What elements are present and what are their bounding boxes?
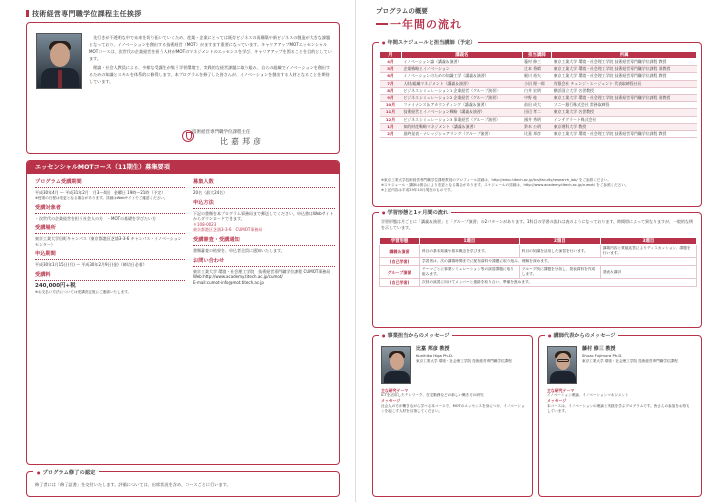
left-header: 技術経営専門職学位課程主任挨拶 bbox=[26, 9, 142, 19]
greeting-text bbox=[89, 34, 333, 87]
schedule-cell: 東京工業大学 環境・社会理工学院 技術経営専門職学位課程 教授 bbox=[552, 73, 697, 80]
message-1-name bbox=[416, 346, 512, 364]
flow-cell: (自己学習) bbox=[380, 279, 420, 287]
schedule-row bbox=[380, 123, 697, 130]
message-2-affiliation: 東京工業大学 環境・社会理工学院 技術経営専門職学位課程 bbox=[582, 359, 678, 363]
signature-title: 技術経営専門職学位課程主任 bbox=[192, 130, 251, 135]
message-2-name-text: 藤村 修三 教授 bbox=[582, 346, 616, 352]
schedule-cell: 前田 成大 bbox=[522, 102, 552, 109]
message-1-theme: ICTを活用したテレワーク、在宅勤務などの新しい働き方の研究 bbox=[381, 393, 484, 398]
period-text: 平成30年4月 ～ 平成31年2月 月3～4回 金曜日 19時～21時（予定） bbox=[35, 190, 166, 195]
right-page bbox=[355, 0, 710, 502]
place-text: 東京工業大学田町キャンパス（東京都港区芝浦3-3-6 キャンパス・イノベーションセンター） bbox=[35, 236, 182, 247]
cond-text: ・次世代の企業経営を担う社会人の方 ・MOTの基礎を学びたい方 bbox=[35, 215, 157, 221]
schedule-cell: 辻本 将晴 bbox=[522, 66, 552, 73]
schedule-cell: 横浜国立大学 名誉教授 bbox=[552, 87, 697, 94]
message-box-1 bbox=[372, 335, 533, 497]
schedule-cell: 國井 秀明 bbox=[522, 116, 552, 123]
schedule-cell: 東京工業大学 環境・社会理工学院 技術経営専門職学位課程 准教授 bbox=[552, 66, 697, 73]
flow-cell: 講義＆演習 bbox=[380, 245, 420, 258]
flow-box bbox=[372, 212, 702, 328]
flow-cell: 講義内容と質疑応答によりディスカッション、課題を行います。 bbox=[600, 245, 696, 258]
signature bbox=[192, 129, 264, 147]
schedule-row bbox=[380, 109, 697, 116]
flow-row bbox=[380, 258, 697, 266]
fee-text: 240,000円+税 bbox=[35, 282, 76, 289]
director-photo bbox=[36, 33, 82, 89]
schedule-cell: 4月 bbox=[380, 59, 402, 66]
flow-col-header: 2週目 bbox=[519, 238, 600, 245]
message-2-name bbox=[582, 346, 678, 364]
flow-intro: 学習形態は月ごとに「講義＆演習」と「グループ演習」の2パターンがあります。1科目の学習の流れは表のようになっております。時間帯によって異なりますが、一般的な例を示しています。 bbox=[381, 219, 694, 230]
schedule-cell: 白井 宏明 bbox=[522, 87, 552, 94]
num-heading: 募集人数 bbox=[193, 179, 335, 188]
message-1-name-text: 比嘉 邦彦 教授 bbox=[416, 346, 450, 352]
message-1-affiliation: 東京工業大学 環境・社会理工学院 技術経営専門職学位課程 bbox=[416, 359, 512, 363]
message-box-2 bbox=[538, 335, 702, 497]
flow-cell: グループ演習 bbox=[380, 266, 420, 279]
schedule-heading: ● 年間スケジュールと担当講師（予定） bbox=[379, 39, 478, 46]
schedule-cell: 田辺 孝二 bbox=[522, 109, 552, 116]
addr-zip: 〒108-0023 bbox=[193, 221, 217, 227]
message-1-theme-heading: 主な研究テーマ bbox=[381, 388, 409, 393]
flow-cell: 科目の知識を活用した演習を行います。 bbox=[519, 245, 600, 258]
flow-cell: (自己学習) bbox=[380, 258, 420, 266]
schedule-row bbox=[380, 80, 697, 87]
fee-note: ※お支払い方法については受講決定後にご連絡いたします。 bbox=[35, 289, 132, 294]
schedule-table bbox=[379, 51, 697, 138]
schedule-cell: 10月 bbox=[380, 102, 402, 109]
schedule-cell: 藤村 修三 bbox=[522, 59, 552, 66]
message-2-msg-heading: メッセージ bbox=[547, 398, 567, 404]
message-2-theme: イノベーション理論、イノベーションマネジメント bbox=[547, 393, 629, 398]
schedule-col-header: 所属 bbox=[552, 52, 697, 59]
flow-cell: グループ別に課題を分担し、発表資料を作成します。 bbox=[519, 266, 600, 279]
schedule-col-header: 担当講師 bbox=[522, 52, 552, 59]
flow-row bbox=[380, 245, 697, 258]
message-1-name-en: Kunihiko Higa Ph.D. bbox=[416, 352, 454, 358]
schedule-cell: 小田 理一郎 bbox=[522, 80, 552, 87]
right-title: 一年間の流れ bbox=[376, 16, 462, 32]
schedule-box bbox=[372, 42, 702, 207]
flow-col-header: 1週目 bbox=[420, 238, 520, 245]
schedule-cell: 中野 桂 bbox=[522, 94, 552, 101]
schedule-cell: 2月 bbox=[380, 130, 402, 137]
contact-mail[interactable]: E-mail:cumot-info@mot.titech.ac.jp bbox=[193, 279, 264, 285]
schedule-row bbox=[380, 130, 697, 137]
flow-col-header: 学習形態 bbox=[380, 238, 420, 245]
schedule-cell: 鈴木 公明 bbox=[522, 123, 552, 130]
schedule-cell: イノベーション論（講義＆演習） bbox=[402, 59, 523, 66]
schedule-row bbox=[380, 102, 697, 109]
schedule-cell: 人財/組織マネジメント（講義＆演習） bbox=[402, 80, 523, 87]
schedule-row bbox=[380, 94, 697, 101]
schedule-note-1: ※東京工業大学技術経営専門職学位課程教員のプロフィール詳細は、http://educ.titech.ac.jp/tcs/faculty/research_lab/ をご参照ください。 bbox=[381, 178, 612, 182]
schedule-cell: 企業戦略とイノベーション bbox=[402, 66, 523, 73]
schedule-cell: 東京工業大学 環境・社会理工学院 技術経営専門職学位課程 准教授 bbox=[552, 94, 697, 101]
finish-text: 修了者には「修了証書」を交付いたします。評価については、出席状況を含め、コースごとに行います。 bbox=[35, 482, 231, 487]
schedule-cell: 有限会社 チェンジ・エージェント 代表取締役社長 bbox=[552, 80, 697, 87]
message-1-body bbox=[381, 388, 527, 414]
schedule-cell: 8月 bbox=[380, 87, 402, 94]
flow-cell: 科目の基本知識や基本概念を学びます。 bbox=[420, 245, 520, 258]
message-2-body bbox=[547, 388, 693, 414]
fujimura-photo bbox=[547, 346, 577, 384]
fee-heading: 受講料 bbox=[35, 272, 185, 281]
schedule-row bbox=[380, 87, 697, 94]
finish-box bbox=[26, 471, 340, 497]
essential-col-2 bbox=[193, 179, 335, 289]
schedule-cell: 技術経営とイノベーション戦略（講義＆演習） bbox=[402, 109, 523, 116]
schedule-cell: 梶川 裕矢 bbox=[522, 73, 552, 80]
greeting-paragraph-2: 理論・社会人教員による、多様な受講生が集う学習環境で、実践的な経営課題に取り組み、自らの組織でイノベーションを創出するための知識とスキルを体系的に修得します。本プログラムを修了した皆さんが、イノベーションを創出する人材となることを期待しています。 bbox=[89, 65, 331, 84]
flow-col-header: 3週目 bbox=[600, 238, 696, 245]
schedule-cell: 東京理科大学 教授 bbox=[552, 123, 697, 130]
message-2-msg: 本コースは、イノベーションの理論と実践を学ぶプログラムです。皆さんの参加をお待ちしています。 bbox=[547, 403, 690, 413]
num-text: 20名（最大24名） bbox=[193, 190, 228, 195]
schedule-col-header: 月 bbox=[380, 52, 402, 59]
schedule-cell: 最終発表・ナレッジシェアリング（グループ演習） bbox=[402, 130, 523, 137]
addr-text: 東京都港区芝浦3-3-6 CUMOT事務局 bbox=[193, 227, 263, 233]
message-1-heading: ● 事業担当からのメッセージ bbox=[379, 332, 452, 339]
schedule-cell: 6月 bbox=[380, 73, 402, 80]
flow-cell: テーマごとに事業シミュレーション等の演習課題に取り組みます。 bbox=[420, 266, 520, 279]
schedule-cell: ソニー銀行株式会社 常務取締役 bbox=[552, 102, 697, 109]
notice-heading: 受講審査・受講通知 bbox=[193, 237, 335, 246]
schedule-col-header: 講義名 bbox=[402, 52, 523, 59]
schedule-cell: ビジネスシミュレーション1 企業経営（グループ演習） bbox=[402, 87, 523, 94]
notice-text: 書類審査の結果を、申込者全員に通知いたします。 bbox=[193, 247, 285, 253]
flow-row bbox=[380, 279, 697, 287]
schedule-note-2: ※スケジュール・講師は都合により変更となる場合があります。スケジュールの詳細は、http://www.academy.titech.ac.jp/cumot/ をご参照ください。 bbox=[381, 183, 629, 187]
flow-cell: 次回の演習に向けてメンバーと連絡を取り合い、準備を進めます。 bbox=[420, 279, 697, 287]
place-heading: 受講場所 bbox=[35, 225, 185, 234]
message-2-heading: ● 講師代表からのメッセージ bbox=[545, 332, 618, 339]
essential-box bbox=[26, 160, 340, 465]
message-2-theme-heading: 主な研究テーマ bbox=[547, 388, 575, 393]
schedule-cell: ビジネスシミュレーション3 事業経営（グループ演習） bbox=[402, 116, 523, 123]
schedule-row bbox=[380, 59, 697, 66]
cond-heading: 受講対象者 bbox=[35, 205, 185, 214]
signature-name: 比嘉邦彦 bbox=[220, 137, 264, 146]
schedule-cell: 東京工業大学 環境・社会理工学院 技術経営専門職学位課程 教授 bbox=[552, 130, 697, 137]
schedule-cell: 7月 bbox=[380, 80, 402, 87]
message-2-name-en: Shuzo Fujimura Ph.D. bbox=[582, 352, 623, 358]
schedule-note-3: ※上記内容は平成29年10月現在のものです。 bbox=[381, 188, 454, 192]
right-subtitle: プログラムの概要 bbox=[376, 7, 428, 15]
flow-table bbox=[379, 237, 697, 287]
schedule-cell: ビジネスシミュレーション2 企業経営（グループ演習） bbox=[402, 94, 523, 101]
flow-cell: 学習者は、次の講義時間までに配布資料や課題に取り組み、理解を深めます。 bbox=[420, 258, 697, 266]
schedule-cell: 東京工業大学 名誉教授 bbox=[552, 109, 697, 116]
greeting-paragraph-1: 先行きが不透明な中で未来を切り拓いていくため、産業・企業にとっては既存ビジネスの再構築や新ビジネスの創造が大きな課題となっており、イノベーションを創出する技術経営（MOT）がますます重要になっています。キャリアアップMOTエッセンシャルMOTコースは、次世代の企業経営を担う人材がMOTのマネジメントのエッセンスを学び、キャリアアップを図ることを目的としています。 bbox=[89, 35, 332, 61]
app-text: 平成30年1月15日(月) ～ 平成30年2月9日(金)（締切日必着） bbox=[35, 262, 147, 268]
right-header bbox=[376, 6, 462, 32]
flow-heading: ● 学習形態と1ヶ月間の流れ bbox=[379, 209, 451, 216]
schedule-row bbox=[380, 116, 697, 123]
method-text: 下記の書類を本プログラム事務局まで郵送してください。申込書はWebサイトからダウンロードできます。 bbox=[193, 210, 334, 222]
schedule-cell: 5月 bbox=[380, 66, 402, 73]
contact-heading: お問い合わせ bbox=[193, 258, 335, 267]
method-heading: 申込方法 bbox=[193, 200, 335, 209]
contact-text: 東京工業大学 環境・社会理工学院 技術経営専門職学位課程 CUMOT事務局 bbox=[193, 268, 331, 274]
message-1-msg: 社会人の方が働きながら学べる本コースで、MOTのエッセンスを身につけ、イノベーションを起こす人材を目指してください。 bbox=[381, 403, 525, 413]
schedule-cell: ファイナンス＆アカウンティング（講義＆演習） bbox=[402, 102, 523, 109]
period-note: ※授業の日程は変更となる場合があります。詳細はWebサイトでご確認ください。 bbox=[35, 195, 168, 200]
finish-heading: ● プログラム修了の認定 bbox=[33, 468, 99, 476]
greeting-box bbox=[26, 22, 340, 154]
schedule-cell: 東京工業大学 環境・社会理工学院 技術経営専門職学位課程 教授 bbox=[552, 59, 697, 66]
schedule-cell: 知的財産戦略マネジメント（講義＆演習） bbox=[402, 123, 523, 130]
schedule-cell: 9月 bbox=[380, 94, 402, 101]
schedule-row bbox=[380, 73, 697, 80]
essential-col-1 bbox=[35, 179, 185, 299]
message-1-msg-heading: メッセージ bbox=[381, 398, 401, 404]
schedule-cell: 12月 bbox=[380, 116, 402, 123]
period-heading: プログラム受講期間 bbox=[35, 179, 185, 188]
app-heading: 申込期間 bbox=[35, 251, 185, 260]
schedule-cell: 11月 bbox=[380, 109, 402, 116]
schedule-cell: インテグラート株式会社 bbox=[552, 116, 697, 123]
essential-header: エッセンシャルMOTコース（11期生）募集要項 bbox=[27, 161, 339, 174]
schedule-cell: イノベーションのための知識工学（講義＆演習） bbox=[402, 73, 523, 80]
schedule-cell: 比嘉 邦彦 bbox=[522, 130, 552, 137]
contact-url[interactable]: Web:http://www.academy.titech.ac.jp/cumot/ bbox=[193, 274, 283, 280]
schedule-notes bbox=[381, 178, 697, 193]
higa-photo bbox=[381, 346, 411, 384]
flow-cell: 発表＆講評 bbox=[600, 266, 696, 279]
schedule-row bbox=[380, 66, 697, 73]
schedule-cell: 1月 bbox=[380, 123, 402, 130]
flow-row bbox=[380, 266, 697, 279]
